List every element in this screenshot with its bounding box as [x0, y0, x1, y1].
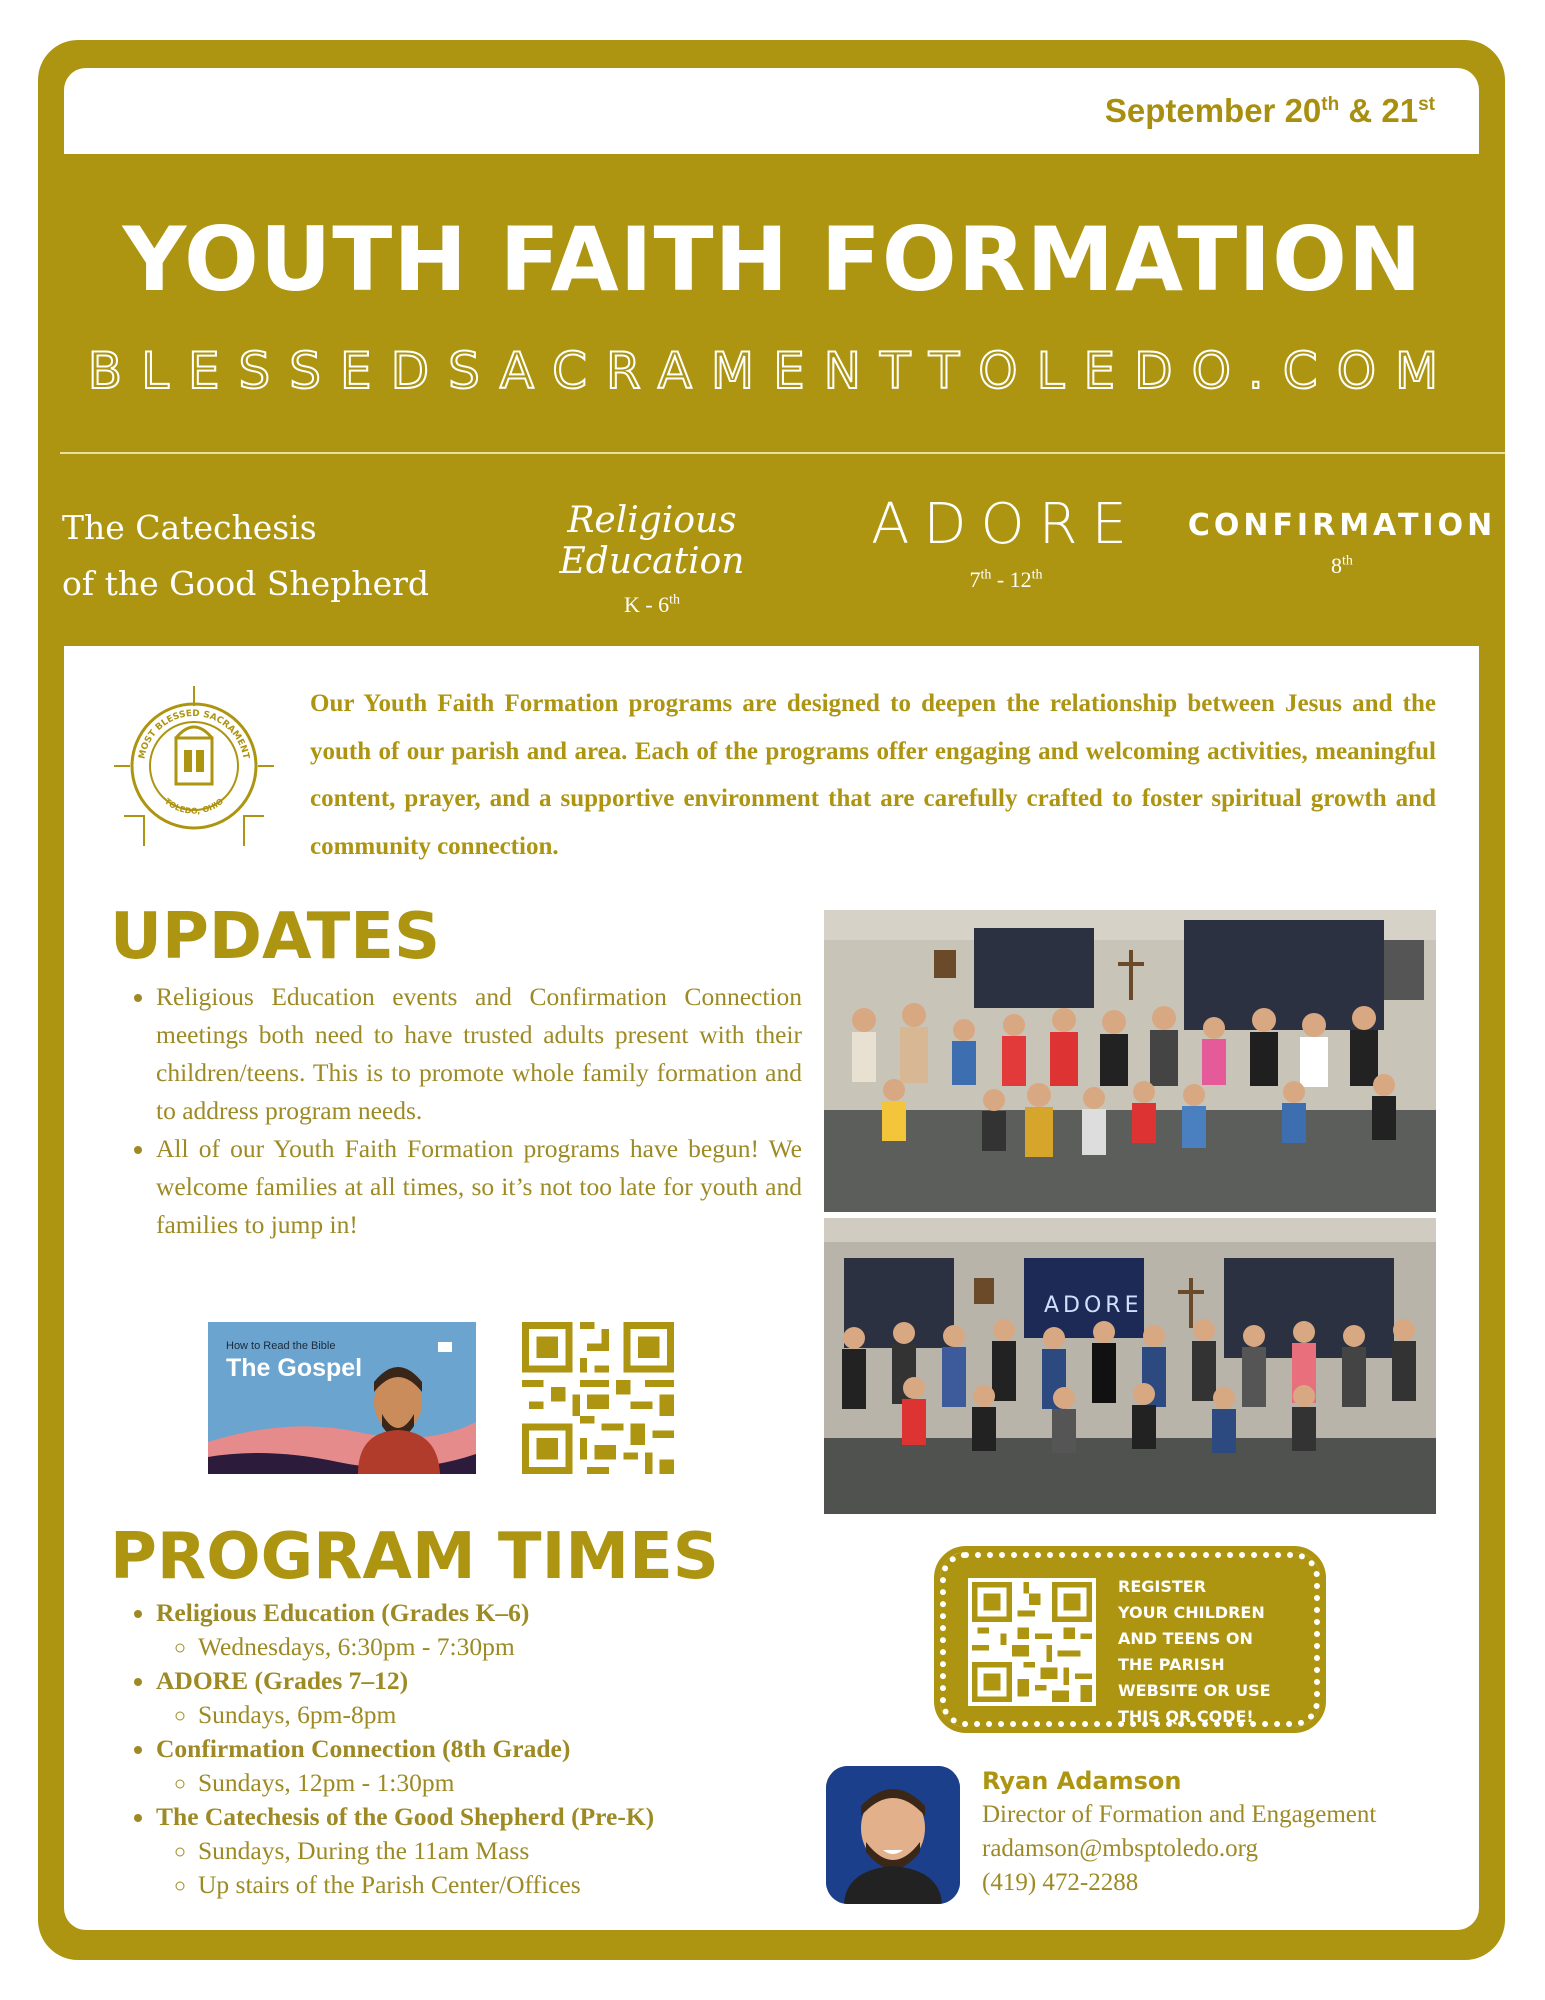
event-date: September 20th & 21st — [1104, 92, 1435, 129]
updates-list — [126, 978, 802, 1244]
qr-code-register[interactable] — [968, 1578, 1096, 1706]
contact-email[interactable]: radamson@mbsptoledo.org — [982, 1835, 1259, 1862]
program-confirmation: CONFIRMATION 8th — [1187, 508, 1497, 578]
gospel-subtitle: How to Read the Bible — [226, 1340, 336, 1352]
page-title: YOUTH FAITH FORMATION — [122, 208, 1423, 311]
contact-role: Director of Formation and Engagement — [982, 1801, 1377, 1828]
register-callout — [940, 1552, 1320, 1727]
program-adore: ADORE 7th - 12th — [871, 492, 1141, 592]
list-item: • Religious Education (Grades K–6) ◦ Wednesdays, 6:30pm - 7:30pm — [156, 1596, 856, 1664]
program-times-heading: PROGRAM TIMES — [110, 1520, 719, 1594]
list-subitem: ◦ Sundays, During the 11am Mass — [198, 1834, 856, 1868]
register-text: REGISTER YOUR CHILDREN AND TEENS ON THE PARISH WEBSITE OR USE THIS QR CODE! — [1118, 1577, 1271, 1726]
list-item: • All of our Youth Faith Formation programs have begun! We welcome families at all times, so it’s not too late for youth and families to jump in! — [156, 1130, 802, 1244]
gospel-video-thumbnail[interactable] — [208, 1322, 476, 1474]
list-subitem: ◦ Sundays, 12pm - 1:30pm — [198, 1766, 856, 1800]
bookmark-icon — [438, 1342, 452, 1352]
contact-phone[interactable]: (419) 472-2288 — [982, 1869, 1139, 1896]
updates-heading: UPDATES — [110, 900, 441, 974]
list-item: • The Catechesis of the Good Shepherd (Pre-K) ◦ Sundays, During the 11am Mass ◦ Up stairs of the Parish Center/Offices — [156, 1800, 856, 1902]
seal-bottom-text: TOLEDO, OHIO — [162, 796, 226, 816]
header-divider — [60, 452, 1505, 454]
gospel-illustration — [208, 1322, 476, 1474]
list-subitem: ◦ Up stairs of the Parish Center/Offices — [198, 1868, 856, 1902]
list-item: • Religious Education events and Confirmation Connection meetings both need to have trusted adults present with their children/teens. This is to promote whole family formation and to address program needs. — [156, 978, 802, 1130]
contact-card — [982, 1764, 1376, 1900]
list-subitem: ◦ Sundays, 6pm-8pm — [198, 1698, 856, 1732]
screen-text: ADORE — [1044, 1293, 1143, 1318]
program-times-list — [126, 1596, 856, 1902]
group-photo-religious-education — [824, 910, 1436, 1212]
list-item: • Confirmation Connection (8th Grade) ◦ Sundays, 12pm - 1:30pm — [156, 1732, 856, 1800]
qr-code-gospel[interactable] — [522, 1322, 674, 1474]
intro-paragraph: Our Youth Faith Formation programs are designed to deepen the relationship between Jesus and the youth of our parish and area. Each of the programs offer engaging and welcoming activities, meaningful content, prayer, and a supportive environment that are carefully crafted to foster spiritual growth and community connection. — [310, 690, 1436, 860]
program-catechesis: The Catechesis of the Good Shepherd — [62, 508, 430, 603]
seal-top-text: MOST BLESSED SACRAMENT — [137, 708, 251, 760]
svg-text:TOLEDO, OHIO — [163, 797, 225, 816]
list-item: • ADORE (Grades 7–12) ◦ Sundays, 6pm-8pm — [156, 1664, 856, 1732]
contact-name: Ryan Adamson — [982, 1767, 1182, 1795]
gospel-title: The Gospel — [226, 1354, 363, 1382]
avatar — [826, 1766, 960, 1904]
website-link[interactable]: BLESSEDSACRAMENTTOLEDO.COM — [87, 342, 1458, 400]
parish-seal-logo — [104, 676, 284, 856]
group-photo-adore — [824, 1218, 1436, 1514]
list-subitem: ◦ Wednesdays, 6:30pm - 7:30pm — [198, 1630, 856, 1664]
program-religious-education: Religious Education K - 6th — [559, 500, 745, 617]
